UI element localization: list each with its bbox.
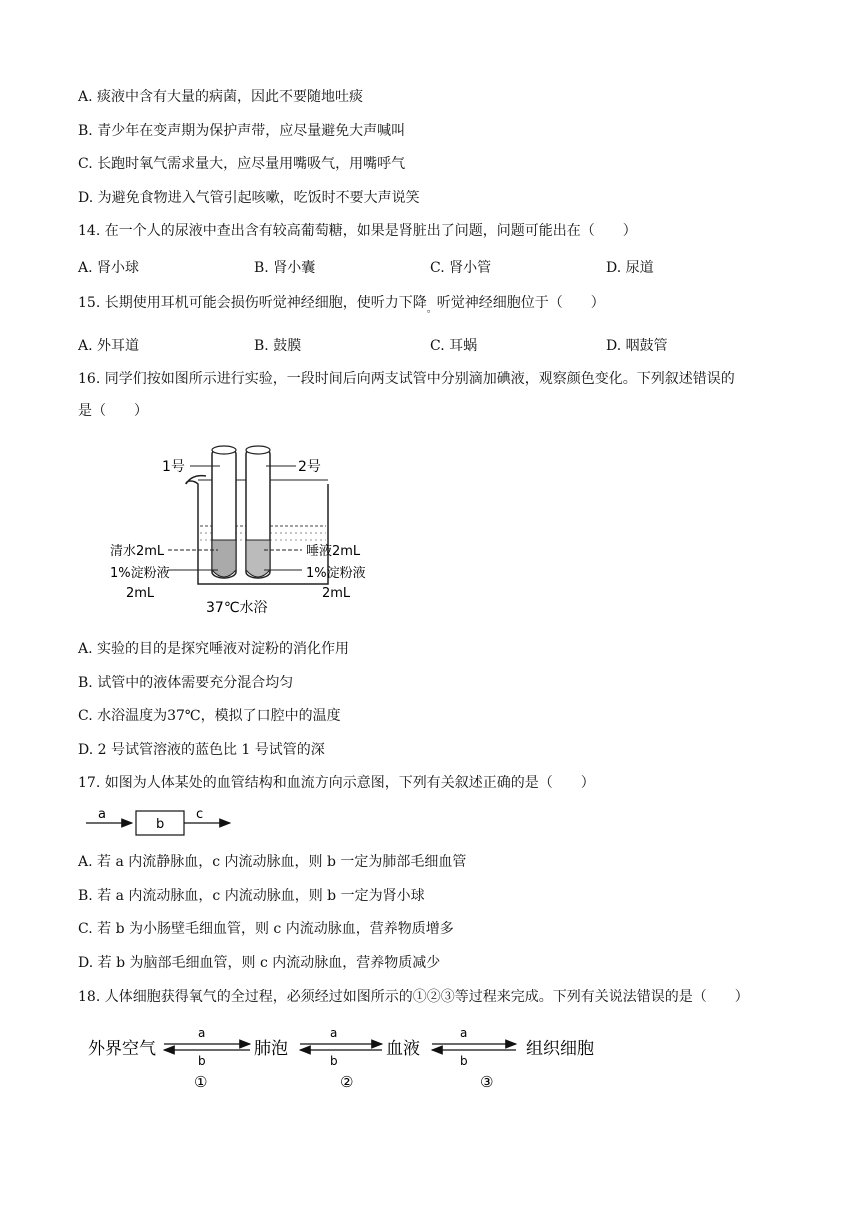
- q15-stem-sep: 。: [426, 304, 437, 315]
- q14-option-d: D. 尿道: [606, 260, 654, 276]
- label-3a: a: [460, 1026, 468, 1040]
- label-1b: b: [198, 1054, 206, 1068]
- q15-stem: [78, 294, 605, 314]
- q16-option-a: A. 实验的目的是探究唾液对淀粉的消化作用: [78, 641, 350, 657]
- q17-option-d: D. 若 b 为脑部毛细血管，则 c 内流动脉血，营养物质减少: [78, 955, 441, 971]
- label-b: b: [156, 817, 165, 832]
- q17-option-a: A. 若 a 内流静脉血，c 内流动脉血，则 b 一定为肺部毛细血管: [78, 854, 467, 870]
- node-outside-air: 外界空气: [88, 1039, 156, 1059]
- step-3-label: ③: [480, 1073, 494, 1091]
- q13-option-c: C. 长跑时氧气需求量大，应尽量用嘴吸气，用嘴呼气: [78, 156, 406, 172]
- left-label-3: 2mL: [126, 586, 155, 601]
- q17-stem: 17. 如图为人体某处的血管结构和血流方向示意图，下列有关叙述正确的是（ ）: [78, 775, 595, 791]
- label-2b: b: [330, 1054, 338, 1068]
- q17-blood-vessel-figure: [84, 805, 244, 841]
- q15-option-c: C. 耳蜗: [430, 338, 478, 354]
- q18-gas-exchange-figure: [84, 1025, 624, 1095]
- q17-option-b: B. 若 a 内流动脉血，c 内流动脉血，则 b 一定为肾小球: [78, 888, 425, 904]
- q14-option-b: B. 肾小囊: [254, 260, 316, 276]
- q16-option-c: C. 水浴温度为37℃，模拟了口腔中的温度: [78, 708, 341, 724]
- tube-1-label: 1号: [162, 459, 185, 475]
- node-tissue-cells: 组织细胞: [526, 1039, 594, 1059]
- q15-option-b: B. 鼓膜: [254, 338, 302, 354]
- q15-stem-part1: 15. 长期使用耳机可能会损伤听觉神经细胞，使听力下降: [78, 295, 427, 311]
- q15-option-a: A. 外耳道: [78, 338, 140, 354]
- q16-experiment-figure: [100, 440, 400, 620]
- q13-option-b: B. 青少年在变声期为保护声带，应尽量避免大声喊叫: [78, 123, 406, 139]
- right-label-1: 唾液2mL: [306, 544, 361, 559]
- step-1-label: ①: [194, 1073, 208, 1091]
- q14-option-a: A. 肾小球: [78, 260, 140, 276]
- q13-option-a: A. 痰液中含有大量的病菌，因此不要随地吐痰: [78, 89, 364, 105]
- q15-option-d: D. 咽鼓管: [606, 338, 668, 354]
- q16-option-d: D. 2 号试管溶液的蓝色比 1 号试管的深: [78, 742, 325, 758]
- q16-stem-line1: 16. 同学们按如图所示进行实验，一段时间后向两支试管中分别滴加碘液，观察颜色变化。下列叙述错误的: [78, 371, 735, 387]
- q13-option-d: D. 为避免食物进入气管引起咳嗽，吃饭时不要大声说笑: [78, 190, 420, 206]
- node-alveoli: 肺泡: [254, 1039, 288, 1059]
- label-1a: a: [198, 1026, 206, 1040]
- q15-stem-part2: 听觉神经细胞位于（ ）: [436, 295, 605, 311]
- q16-stem-line2: 是（ ）: [78, 403, 148, 419]
- label-a: a: [98, 807, 106, 822]
- node-blood: 血液: [386, 1039, 420, 1059]
- q14-stem: 14. 在一个人的尿液中查出含有较高葡萄糖，如果是肾脏出了问题，问题可能出在（ ）: [78, 223, 637, 239]
- left-label-1: 清水2mL: [110, 544, 165, 559]
- label-2a: a: [330, 1026, 338, 1040]
- label-c: c: [196, 807, 204, 822]
- right-label-2: 1%淀粉液: [306, 566, 366, 581]
- q18-stem: 18. 人体细胞获得氧气的全过程，必须经过如图所示的①②③等过程来完成。下列有关说法错误的是（ ）: [78, 989, 749, 1005]
- q16-option-b: B. 试管中的液体需要充分混合均匀: [78, 675, 294, 691]
- left-label-2: 1%淀粉液: [110, 566, 170, 581]
- q14-options: [78, 257, 778, 275]
- bath-label: 37℃水浴: [206, 600, 268, 616]
- q15-options: [78, 335, 778, 353]
- tube-2-label: 2号: [298, 459, 321, 475]
- right-label-3: 2mL: [322, 586, 351, 601]
- label-3b: b: [460, 1054, 468, 1068]
- step-2-label: ②: [340, 1073, 354, 1091]
- q17-option-c: C. 若 b 为小肠壁毛细血管，则 c 内流动脉血，营养物质增多: [78, 921, 454, 937]
- q14-option-c: C. 肾小管: [430, 260, 492, 276]
